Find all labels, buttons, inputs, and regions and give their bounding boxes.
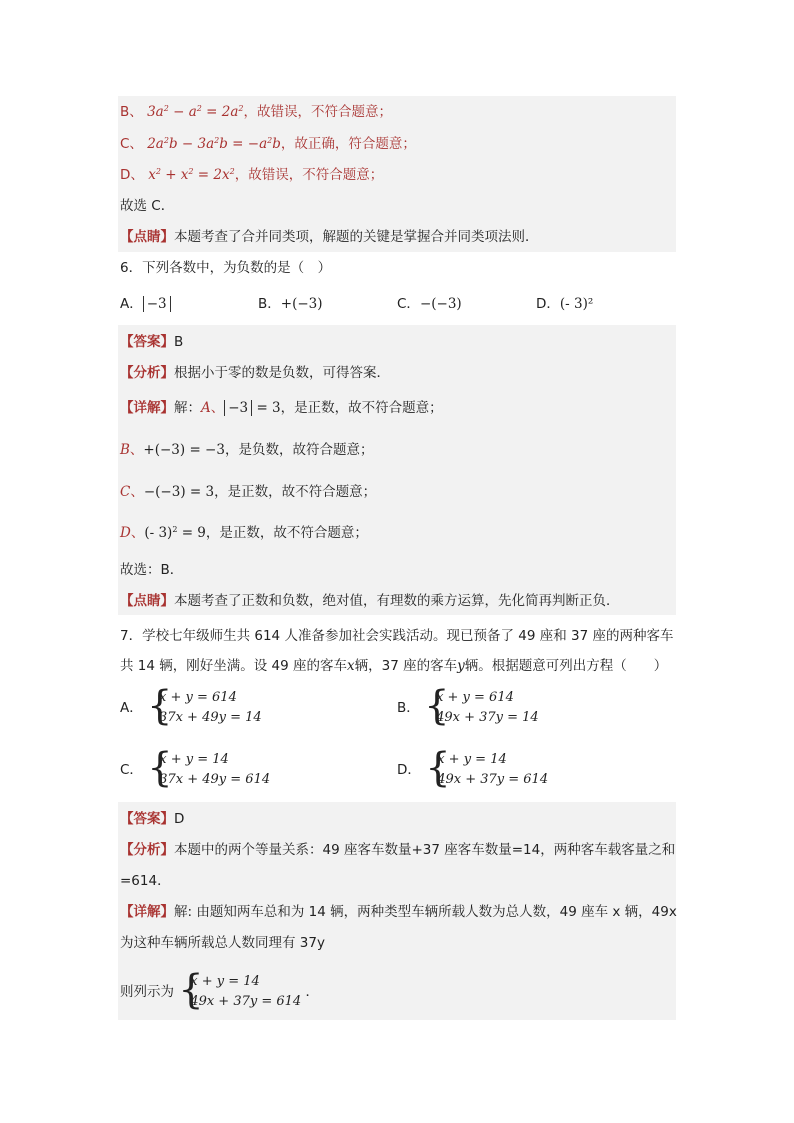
q7-option-b: B． { x + y = 614 49x + 37y = 14: [397, 683, 539, 729]
q7-detail-line-2: 为这种车辆所载总人数同理有 37y: [120, 935, 325, 951]
q6-conclusion: 故选：B．: [120, 562, 184, 578]
q7-option-a: A． { x + y = 614 37x + 49y = 14: [120, 683, 262, 729]
q6-title: 6．下列各数中，为负数的是（ ）: [120, 260, 332, 276]
q7-analysis-line-1: 【分析】本题中的两个等量关系：49 座客车数量+37 座客车数量=14，两种客车载客量之和: [120, 842, 676, 858]
q5-conclusion: 故选 C．: [120, 198, 175, 214]
q5-option-b-line: B、 $3a^2 - a^2 = 2a^2$，故错误，不符合题意；: [120, 104, 392, 120]
q5-tip: 【点睛】本题考查了合并同类项，解题的关键是掌握合并同类项法则．: [120, 229, 539, 245]
q6-option-a: A． −3: [120, 294, 171, 314]
q7-answer: 【答案】D: [120, 811, 185, 827]
q6-detail-b: B、+(−3) = −3，是负数，故符合题意；: [120, 442, 374, 458]
q5-option-c-line: C、 $2a^2b - 3a^2b = -a^2b$，故正确，符合题意；: [120, 136, 416, 152]
q6-analysis: 【分析】根据小于零的数是负数，可得答案．: [120, 365, 390, 381]
q6-option-b: B．+(−3): [258, 296, 323, 312]
q7-option-c: C． { x + y = 14 37x + 49y = 614: [120, 745, 271, 791]
q6-detail-a: 【详解】解：A、 −3 = 3，是正数，故不符合题意；: [120, 400, 443, 416]
q7-title-line-2: 共 14 辆，刚好坐满。设 49 座的客车x辆，37 座的客车y辆。根据题意可列出方程（ ）: [120, 658, 668, 674]
q6-answer: 【答案】B: [120, 334, 184, 350]
q6-detail-d: D、(- 3)$^2$ = 9，是正数，故不符合题意；: [120, 525, 368, 541]
q7-analysis-line-2: =614．: [120, 873, 171, 889]
q5-option-d-line: D、 $x^2 + x^2 = 2x^2$，故错误，不符合题意；: [120, 167, 384, 183]
q7-detail-line-1: 【详解】解: 由题知两车总和为 14 辆，两种类型车辆所载人数为总人数，49 座车 x 辆，49x: [120, 904, 677, 920]
q6-option-d: D．(- 3)²: [536, 296, 594, 312]
q7-detail-line-3: 则列示为 { x + y = 14 49x + 37y = 614 ．: [120, 967, 319, 1013]
q7-option-d: D． { x + y = 14 49x + 37y = 614: [397, 745, 549, 791]
q7-title-line-1: 7．学校七年级师生共 614 人准备参加社会实践活动。现已预备了 49 座和 37 座的两种客车: [120, 628, 674, 644]
q6-tip: 【点睛】本题考查了正数和负数，绝对值，有理数的乘方运算，先化简再判断正负．: [120, 593, 620, 609]
q6-detail-c: C、−(−3) = 3，是正数，故不符合题意；: [120, 484, 377, 500]
q6-option-c: C．−(−3): [397, 296, 462, 312]
